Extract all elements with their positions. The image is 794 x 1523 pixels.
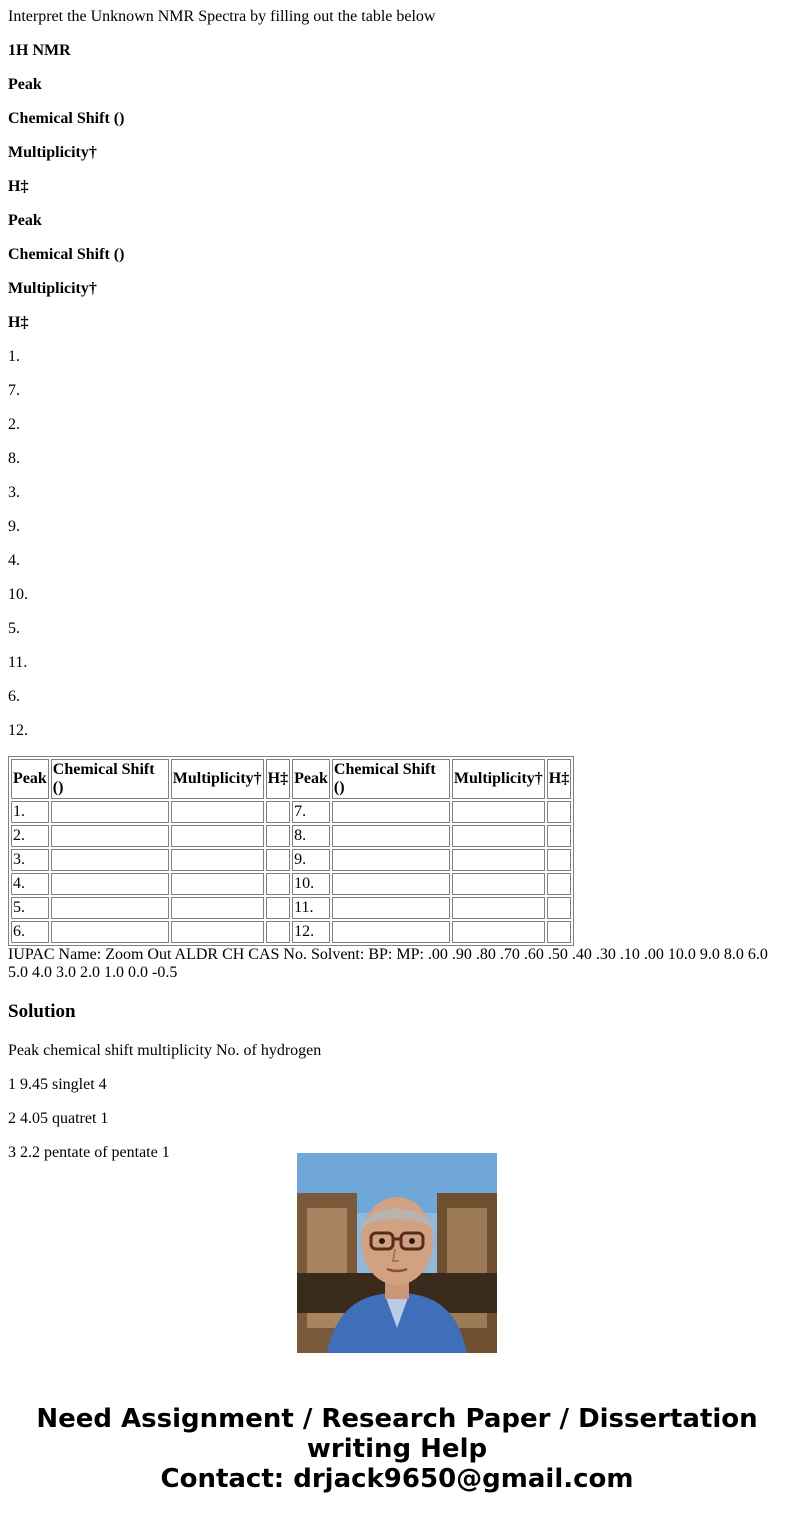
peak-number: 9. (8, 518, 20, 535)
hydrogen-cell (266, 801, 290, 823)
peak-number: 3. (8, 484, 20, 501)
footer-line: writing Help (306, 1434, 488, 1464)
peak-number: 10. (8, 586, 28, 603)
table-row (11, 873, 571, 895)
hydrogen-cell (547, 897, 571, 919)
shift-cell (332, 921, 450, 943)
footer-contact: Contact: drjack9650@gmail.com (160, 1464, 634, 1494)
solution-heading: Solution (8, 1001, 76, 1022)
shift-cell (332, 873, 450, 895)
peak-cell: 7. (292, 801, 330, 823)
header-label-shift: Chemical Shift () (8, 246, 125, 263)
peak-cell: 8. (292, 825, 330, 847)
hydrogen-cell (547, 921, 571, 943)
table-row (11, 921, 571, 943)
hydrogen-cell (266, 897, 290, 919)
shift-cell (51, 825, 169, 847)
column-header: H‡ (266, 759, 290, 799)
peak-number: 11. (8, 654, 28, 671)
multiplicity-cell (171, 873, 264, 895)
footer-banner (0, 1404, 794, 1494)
peak-number: 2. (8, 416, 20, 433)
spectrum-text: IUPAC Name: Zoom Out ALDR CH CAS No. Solvent: BP: MP: .00 .90 .80 .70 .60 .50 .40 .30 .10 .00 10.0 9.0 8.0 6.0 5.0 4.0 3.0 2.0 1.0 0.0 -0.5 (8, 946, 768, 981)
question-intro: Interpret the Unknown NMR Spectra by filling out the table below (8, 8, 436, 25)
multiplicity-cell (171, 921, 264, 943)
solution-line: 2 4.05 quatret 1 (8, 1110, 109, 1127)
hydrogen-cell (547, 825, 571, 847)
peak-cell: 6. (11, 921, 49, 943)
question-content (8, 0, 786, 1161)
header-label-peak: Peak (8, 212, 42, 229)
multiplicity-cell (452, 825, 545, 847)
shift-cell (332, 825, 450, 847)
solution-line: 3 2.2 pentate of pentate 1 (8, 1144, 170, 1161)
nmr-table (8, 756, 574, 946)
tutor-photo-illustration (297, 1153, 497, 1353)
peak-cell: 2. (11, 825, 49, 847)
hydrogen-cell (547, 849, 571, 871)
multiplicity-cell (452, 921, 545, 943)
table-row (11, 825, 571, 847)
tutor-avatar (297, 1153, 497, 1353)
table-header-row (11, 759, 571, 799)
column-header: Chemical Shift () (51, 759, 169, 799)
peak-number: 8. (8, 450, 20, 467)
shift-cell (51, 873, 169, 895)
solution-line: 1 9.45 singlet 4 (8, 1076, 107, 1093)
multiplicity-cell (452, 801, 545, 823)
peak-number: 1. (8, 348, 20, 365)
peak-cell: 11. (292, 897, 330, 919)
multiplicity-cell (171, 897, 264, 919)
shift-cell (332, 801, 450, 823)
peak-cell: 3. (11, 849, 49, 871)
shift-cell (51, 801, 169, 823)
peak-number: 4. (8, 552, 20, 569)
table-row (11, 849, 571, 871)
footer-line: Need Assignment / Research Paper / Dissertation (36, 1404, 758, 1434)
shift-cell (51, 849, 169, 871)
hydrogen-cell (266, 849, 290, 871)
solution-line: Peak chemical shift multiplicity No. of hydrogen (8, 1042, 322, 1059)
hydrogen-cell (547, 873, 571, 895)
column-header: Peak (11, 759, 49, 799)
hydrogen-cell (266, 921, 290, 943)
column-header: Peak (292, 759, 330, 799)
header-label-peak: Peak (8, 76, 42, 93)
peak-cell: 12. (292, 921, 330, 943)
header-label-multiplicity: Multiplicity† (8, 144, 97, 161)
peak-cell: 4. (11, 873, 49, 895)
multiplicity-cell (171, 849, 264, 871)
multiplicity-cell (171, 801, 264, 823)
multiplicity-cell (171, 825, 264, 847)
shift-cell (332, 849, 450, 871)
table-row (11, 801, 571, 823)
shift-cell (51, 897, 169, 919)
hydrogen-cell (266, 825, 290, 847)
hydrogen-cell (266, 873, 290, 895)
table-row (11, 897, 571, 919)
peak-number: 6. (8, 688, 20, 705)
peak-cell: 9. (292, 849, 330, 871)
column-header: Multiplicity† (171, 759, 264, 799)
header-label-multiplicity: Multiplicity† (8, 280, 97, 297)
column-header: H‡ (547, 759, 571, 799)
peak-cell: 10. (292, 873, 330, 895)
header-label-h: H‡ (8, 178, 29, 195)
column-header: Multiplicity† (452, 759, 545, 799)
peak-number: 7. (8, 382, 20, 399)
shift-cell (332, 897, 450, 919)
multiplicity-cell (452, 873, 545, 895)
peak-cell: 5. (11, 897, 49, 919)
peak-number: 12. (8, 722, 28, 739)
header-label-h: H‡ (8, 314, 29, 331)
multiplicity-cell (452, 897, 545, 919)
peak-number: 5. (8, 620, 20, 637)
header-label-shift: Chemical Shift () (8, 110, 125, 127)
multiplicity-cell (452, 849, 545, 871)
hydrogen-cell (547, 801, 571, 823)
column-header: Chemical Shift () (332, 759, 450, 799)
shift-cell (51, 921, 169, 943)
nmr-heading: 1H NMR (8, 42, 71, 59)
peak-cell: 1. (11, 801, 49, 823)
